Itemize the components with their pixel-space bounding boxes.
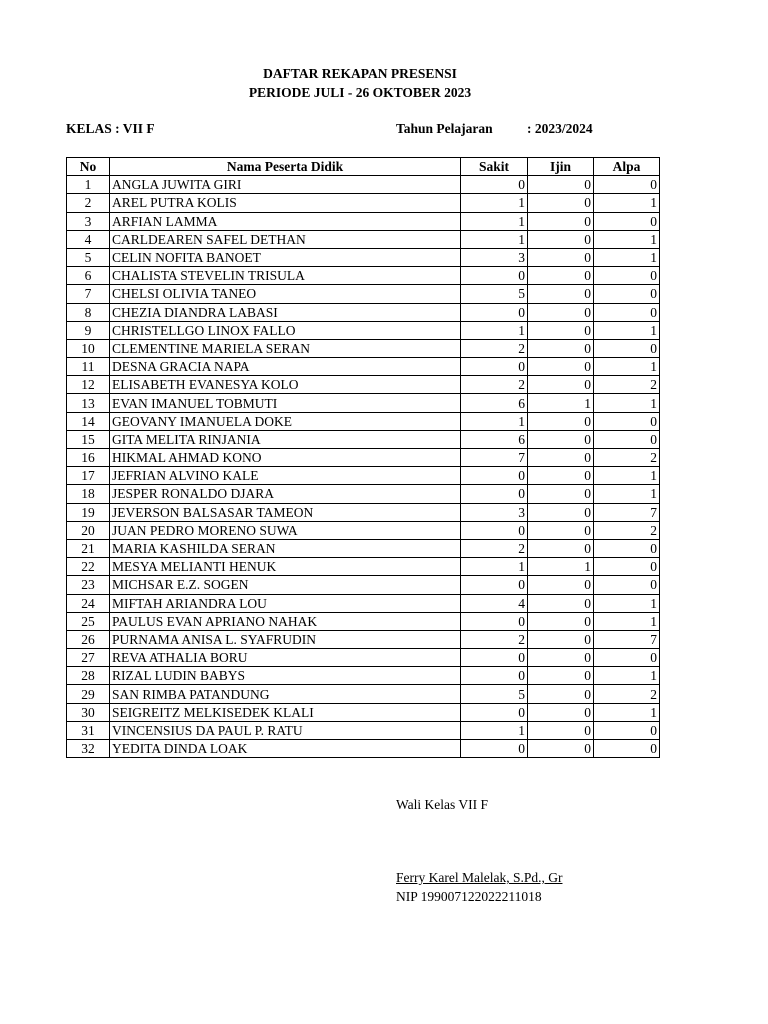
cell-no: 16 bbox=[67, 449, 110, 467]
signature-nip: NIP 199007122022211018 bbox=[396, 889, 542, 904]
cell-ijin: 0 bbox=[528, 412, 594, 430]
table-row bbox=[67, 394, 660, 412]
cell-sakit: 5 bbox=[461, 685, 528, 703]
cell-ijin: 0 bbox=[528, 703, 594, 721]
cell-no: 23 bbox=[67, 576, 110, 594]
cell-sakit: 0 bbox=[461, 612, 528, 630]
cell-no: 12 bbox=[67, 376, 110, 394]
cell-student-name: ARFIAN LAMMA bbox=[110, 212, 461, 230]
cell-no: 32 bbox=[67, 740, 110, 758]
cell-sakit: 0 bbox=[461, 521, 528, 539]
table-row bbox=[67, 539, 660, 557]
document-title: DAFTAR REKAPAN PRESENSI bbox=[263, 66, 457, 81]
table-row bbox=[67, 449, 660, 467]
cell-sakit: 5 bbox=[461, 285, 528, 303]
cell-alpa: 0 bbox=[594, 339, 660, 357]
cell-sakit: 2 bbox=[461, 630, 528, 648]
signature-title: Wali Kelas VII F bbox=[396, 797, 489, 812]
cell-alpa: 1 bbox=[594, 358, 660, 376]
cell-no: 1 bbox=[67, 176, 110, 194]
cell-student-name: CHEZIA DIANDRA LABASI bbox=[110, 303, 461, 321]
cell-ijin: 0 bbox=[528, 594, 594, 612]
cell-sakit: 2 bbox=[461, 376, 528, 394]
header-ijin: Ijin bbox=[528, 158, 594, 176]
cell-ijin: 0 bbox=[528, 303, 594, 321]
table-row bbox=[67, 358, 660, 376]
cell-alpa: 0 bbox=[594, 212, 660, 230]
document-subtitle: PERIODE JULI - 26 OKTOBER 2023 bbox=[248, 85, 472, 100]
table-row bbox=[67, 503, 660, 521]
cell-alpa: 2 bbox=[594, 685, 660, 703]
cell-ijin: 0 bbox=[528, 630, 594, 648]
cell-student-name: GITA MELITA RINJANIA bbox=[110, 430, 461, 448]
cell-alpa: 0 bbox=[594, 558, 660, 576]
cell-sakit: 1 bbox=[461, 194, 528, 212]
cell-no: 28 bbox=[67, 667, 110, 685]
cell-alpa: 0 bbox=[594, 430, 660, 448]
academic-year-value: : 2023/2024 bbox=[527, 121, 593, 136]
cell-ijin: 0 bbox=[528, 358, 594, 376]
cell-student-name: PAULUS EVAN APRIANO NAHAK bbox=[110, 612, 461, 630]
cell-alpa: 0 bbox=[594, 176, 660, 194]
header-alpa: Alpa bbox=[594, 158, 660, 176]
cell-ijin: 0 bbox=[528, 449, 594, 467]
cell-no: 7 bbox=[67, 285, 110, 303]
cell-sakit: 0 bbox=[461, 358, 528, 376]
cell-student-name: MICHSAR E.Z. SOGEN bbox=[110, 576, 461, 594]
cell-student-name: SAN RIMBA PATANDUNG bbox=[110, 685, 461, 703]
cell-ijin: 0 bbox=[528, 285, 594, 303]
cell-no: 5 bbox=[67, 248, 110, 266]
cell-ijin: 0 bbox=[528, 685, 594, 703]
cell-sakit: 0 bbox=[461, 703, 528, 721]
cell-no: 13 bbox=[67, 394, 110, 412]
cell-student-name: AREL PUTRA KOLIS bbox=[110, 194, 461, 212]
cell-sakit: 4 bbox=[461, 594, 528, 612]
cell-student-name: DESNA GRACIA NAPA bbox=[110, 358, 461, 376]
signature-name: Ferry Karel Malelak, S.Pd., Gr bbox=[396, 870, 563, 885]
class-label: KELAS : VII F bbox=[66, 121, 155, 136]
cell-alpa: 1 bbox=[594, 467, 660, 485]
cell-student-name: CHRISTELLGO LINOX FALLO bbox=[110, 321, 461, 339]
academic-year-label: Tahun Pelajaran bbox=[396, 121, 493, 136]
table-row bbox=[67, 594, 660, 612]
cell-sakit: 1 bbox=[461, 412, 528, 430]
cell-student-name: CELIN NOFITA BANOET bbox=[110, 248, 461, 266]
table-row bbox=[67, 558, 660, 576]
table-row bbox=[67, 376, 660, 394]
table-row bbox=[67, 430, 660, 448]
cell-sakit: 6 bbox=[461, 430, 528, 448]
table-row bbox=[67, 467, 660, 485]
table-body bbox=[67, 176, 660, 758]
table-row bbox=[67, 321, 660, 339]
cell-student-name: VINCENSIUS DA PAUL P. RATU bbox=[110, 721, 461, 739]
cell-no: 14 bbox=[67, 412, 110, 430]
cell-no: 24 bbox=[67, 594, 110, 612]
cell-alpa: 1 bbox=[594, 321, 660, 339]
cell-student-name: CHELSI OLIVIA TANEO bbox=[110, 285, 461, 303]
cell-ijin: 0 bbox=[528, 248, 594, 266]
cell-student-name: GEOVANY IMANUELA DOKE bbox=[110, 412, 461, 430]
cell-sakit: 0 bbox=[461, 303, 528, 321]
cell-student-name: YEDITA DINDA LOAK bbox=[110, 740, 461, 758]
cell-alpa: 1 bbox=[594, 703, 660, 721]
cell-alpa: 7 bbox=[594, 630, 660, 648]
cell-no: 21 bbox=[67, 539, 110, 557]
cell-no: 26 bbox=[67, 630, 110, 648]
table-row bbox=[67, 194, 660, 212]
cell-student-name: ANGLA JUWITA GIRI bbox=[110, 176, 461, 194]
cell-student-name: MARIA KASHILDA SERAN bbox=[110, 539, 461, 557]
attendance-table bbox=[66, 157, 660, 758]
table-row bbox=[67, 303, 660, 321]
cell-sakit: 0 bbox=[461, 576, 528, 594]
cell-ijin: 0 bbox=[528, 230, 594, 248]
table-row bbox=[67, 267, 660, 285]
cell-alpa: 0 bbox=[594, 412, 660, 430]
cell-sakit: 0 bbox=[461, 267, 528, 285]
cell-sakit: 0 bbox=[461, 176, 528, 194]
cell-alpa: 0 bbox=[594, 721, 660, 739]
cell-ijin: 0 bbox=[528, 740, 594, 758]
cell-no: 31 bbox=[67, 721, 110, 739]
cell-alpa: 1 bbox=[594, 394, 660, 412]
cell-student-name: PURNAMA ANISA L. SYAFRUDIN bbox=[110, 630, 461, 648]
cell-sakit: 6 bbox=[461, 394, 528, 412]
header-sakit: Sakit bbox=[461, 158, 528, 176]
cell-student-name: EVAN IMANUEL TOBMUTI bbox=[110, 394, 461, 412]
cell-alpa: 1 bbox=[594, 485, 660, 503]
table-row bbox=[67, 649, 660, 667]
cell-alpa: 0 bbox=[594, 649, 660, 667]
cell-sakit: 1 bbox=[461, 212, 528, 230]
cell-student-name: HIKMAL AHMAD KONO bbox=[110, 449, 461, 467]
cell-alpa: 0 bbox=[594, 303, 660, 321]
table-row bbox=[67, 721, 660, 739]
cell-ijin: 0 bbox=[528, 521, 594, 539]
cell-ijin: 0 bbox=[528, 267, 594, 285]
cell-student-name: ELISABETH EVANESYA KOLO bbox=[110, 376, 461, 394]
header-name: Nama Peserta Didik bbox=[110, 158, 461, 176]
table-row bbox=[67, 248, 660, 266]
cell-student-name: SEIGREITZ MELKISEDEK KLALI bbox=[110, 703, 461, 721]
cell-sakit: 0 bbox=[461, 740, 528, 758]
cell-ijin: 0 bbox=[528, 649, 594, 667]
cell-student-name: REVA ATHALIA BORU bbox=[110, 649, 461, 667]
cell-ijin: 0 bbox=[528, 721, 594, 739]
table-row bbox=[67, 667, 660, 685]
cell-sakit: 7 bbox=[461, 449, 528, 467]
cell-alpa: 0 bbox=[594, 576, 660, 594]
cell-ijin: 0 bbox=[528, 376, 594, 394]
cell-no: 3 bbox=[67, 212, 110, 230]
cell-alpa: 7 bbox=[594, 503, 660, 521]
cell-ijin: 0 bbox=[528, 667, 594, 685]
cell-sakit: 1 bbox=[461, 558, 528, 576]
cell-student-name: RIZAL LUDIN BABYS bbox=[110, 667, 461, 685]
cell-no: 9 bbox=[67, 321, 110, 339]
cell-ijin: 0 bbox=[528, 576, 594, 594]
cell-student-name: JEVERSON BALSASAR TAMEON bbox=[110, 503, 461, 521]
cell-no: 19 bbox=[67, 503, 110, 521]
cell-ijin: 0 bbox=[528, 503, 594, 521]
cell-sakit: 3 bbox=[461, 248, 528, 266]
cell-alpa: 1 bbox=[594, 667, 660, 685]
cell-sakit: 0 bbox=[461, 485, 528, 503]
cell-no: 17 bbox=[67, 467, 110, 485]
table-row bbox=[67, 521, 660, 539]
cell-alpa: 1 bbox=[594, 194, 660, 212]
cell-alpa: 0 bbox=[594, 539, 660, 557]
cell-no: 15 bbox=[67, 430, 110, 448]
cell-alpa: 2 bbox=[594, 449, 660, 467]
cell-student-name: JEFRIAN ALVINO KALE bbox=[110, 467, 461, 485]
cell-ijin: 0 bbox=[528, 612, 594, 630]
cell-alpa: 1 bbox=[594, 248, 660, 266]
cell-ijin: 0 bbox=[528, 539, 594, 557]
cell-alpa: 0 bbox=[594, 740, 660, 758]
cell-sakit: 2 bbox=[461, 539, 528, 557]
table-row bbox=[67, 212, 660, 230]
table-row bbox=[67, 285, 660, 303]
cell-sakit: 0 bbox=[461, 667, 528, 685]
cell-alpa: 1 bbox=[594, 612, 660, 630]
table-row bbox=[67, 576, 660, 594]
table-header-row bbox=[67, 158, 660, 176]
cell-sakit: 0 bbox=[461, 467, 528, 485]
table-row bbox=[67, 485, 660, 503]
cell-ijin: 0 bbox=[528, 194, 594, 212]
cell-no: 11 bbox=[67, 358, 110, 376]
cell-no: 25 bbox=[67, 612, 110, 630]
cell-alpa: 1 bbox=[594, 594, 660, 612]
cell-student-name: MIFTAH ARIANDRA LOU bbox=[110, 594, 461, 612]
cell-sakit: 2 bbox=[461, 339, 528, 357]
cell-no: 29 bbox=[67, 685, 110, 703]
cell-no: 2 bbox=[67, 194, 110, 212]
table-row bbox=[67, 176, 660, 194]
cell-sakit: 0 bbox=[461, 649, 528, 667]
table-row bbox=[67, 685, 660, 703]
cell-no: 10 bbox=[67, 339, 110, 357]
cell-no: 4 bbox=[67, 230, 110, 248]
cell-alpa: 0 bbox=[594, 267, 660, 285]
cell-sakit: 1 bbox=[461, 230, 528, 248]
cell-alpa: 1 bbox=[594, 230, 660, 248]
cell-ijin: 0 bbox=[528, 339, 594, 357]
cell-student-name: CLEMENTINE MARIELA SERAN bbox=[110, 339, 461, 357]
cell-sakit: 3 bbox=[461, 503, 528, 521]
cell-sakit: 1 bbox=[461, 321, 528, 339]
cell-no: 27 bbox=[67, 649, 110, 667]
cell-ijin: 1 bbox=[528, 558, 594, 576]
cell-alpa: 0 bbox=[594, 285, 660, 303]
cell-ijin: 0 bbox=[528, 467, 594, 485]
table-row bbox=[67, 630, 660, 648]
cell-ijin: 1 bbox=[528, 394, 594, 412]
cell-no: 8 bbox=[67, 303, 110, 321]
table-row bbox=[67, 230, 660, 248]
cell-no: 20 bbox=[67, 521, 110, 539]
cell-ijin: 0 bbox=[528, 485, 594, 503]
cell-alpa: 2 bbox=[594, 521, 660, 539]
cell-no: 22 bbox=[67, 558, 110, 576]
header-no: No bbox=[67, 158, 110, 176]
cell-no: 18 bbox=[67, 485, 110, 503]
cell-student-name: JUAN PEDRO MORENO SUWA bbox=[110, 521, 461, 539]
cell-no: 6 bbox=[67, 267, 110, 285]
cell-ijin: 0 bbox=[528, 176, 594, 194]
table-row bbox=[67, 412, 660, 430]
cell-alpa: 2 bbox=[594, 376, 660, 394]
cell-sakit: 1 bbox=[461, 721, 528, 739]
table-row bbox=[67, 612, 660, 630]
cell-student-name: CHALISTA STEVELIN TRISULA bbox=[110, 267, 461, 285]
cell-student-name: MESYA MELIANTI HENUK bbox=[110, 558, 461, 576]
table-row bbox=[67, 703, 660, 721]
cell-student-name: JESPER RONALDO DJARA bbox=[110, 485, 461, 503]
cell-ijin: 0 bbox=[528, 430, 594, 448]
table-row bbox=[67, 339, 660, 357]
cell-student-name: CARLDEAREN SAFEL DETHAN bbox=[110, 230, 461, 248]
cell-ijin: 0 bbox=[528, 321, 594, 339]
table-row bbox=[67, 740, 660, 758]
cell-no: 30 bbox=[67, 703, 110, 721]
cell-ijin: 0 bbox=[528, 212, 594, 230]
